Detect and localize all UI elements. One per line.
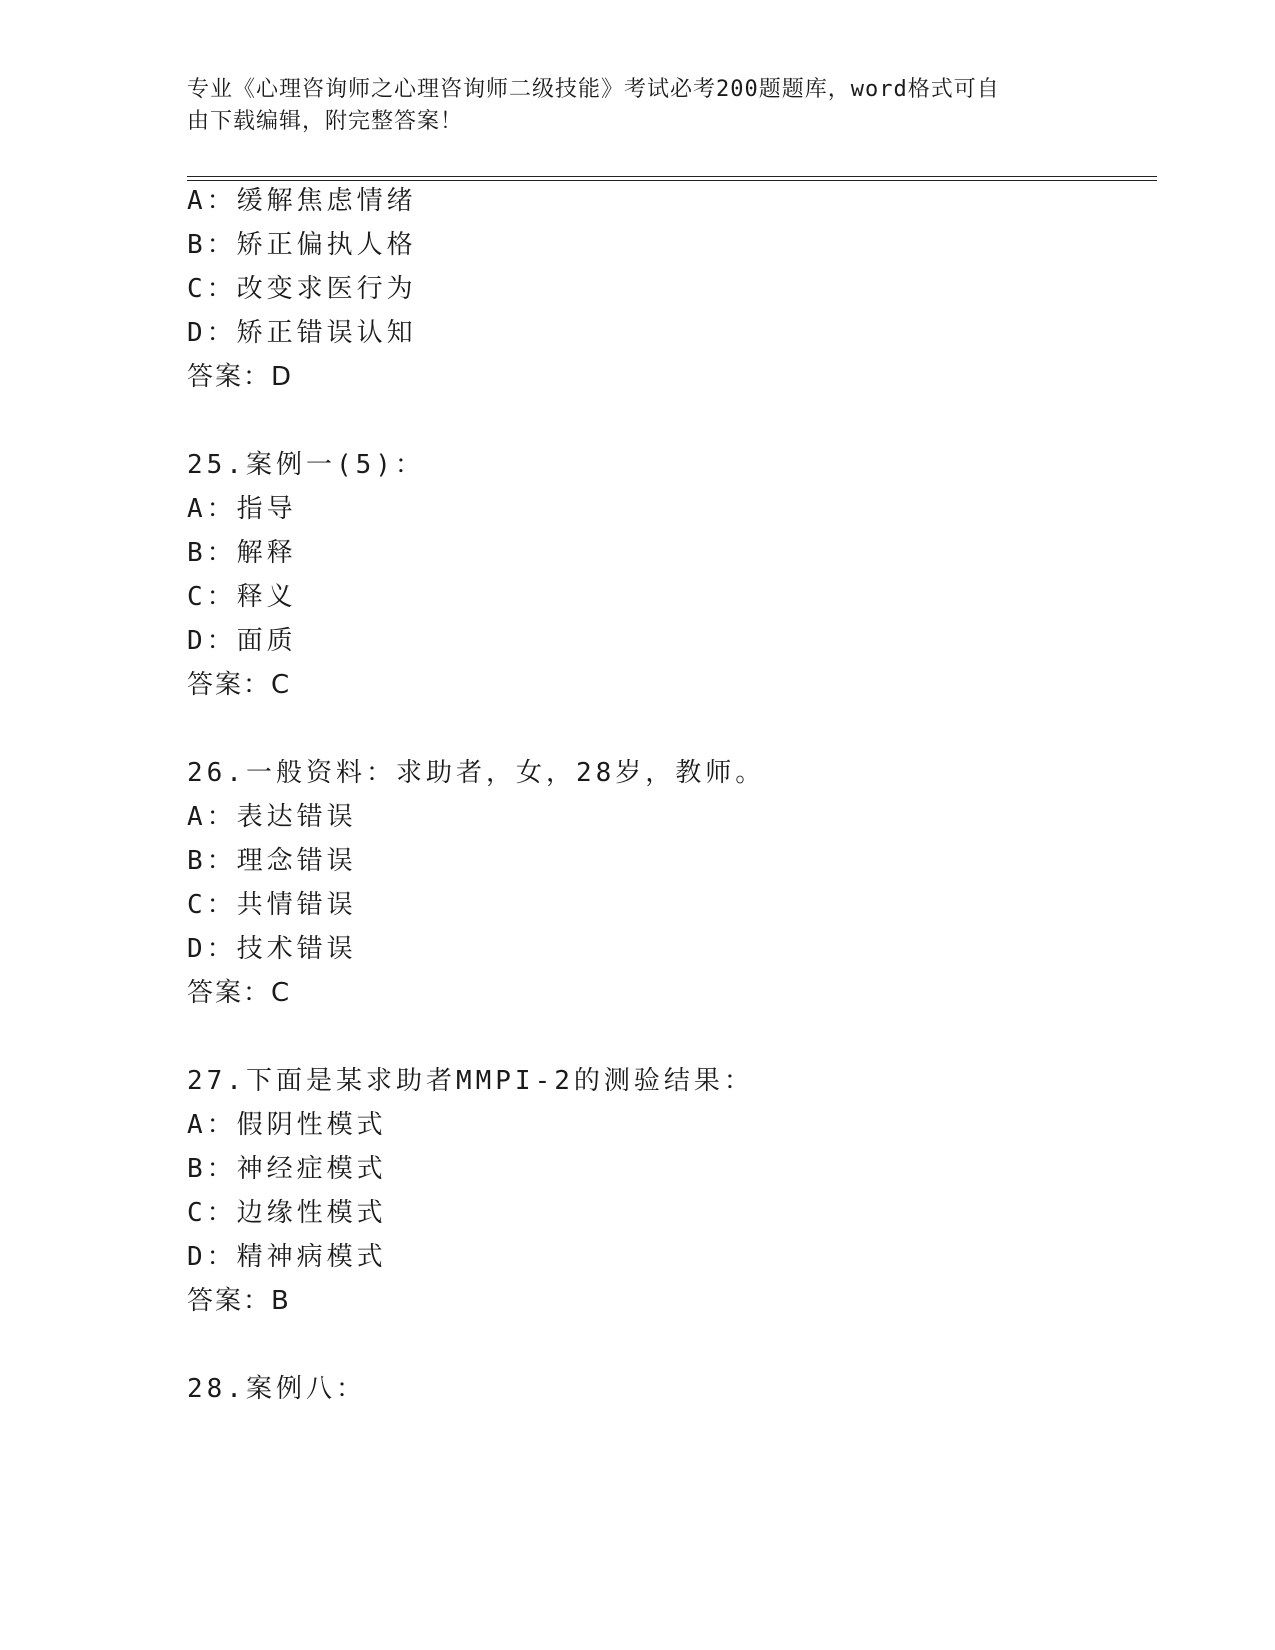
document-header [187,74,1067,138]
option-c: C：边缘性模式 [187,1198,387,1228]
answer-line: 答案：C [187,978,292,1008]
answer-line: 答案：B [187,1286,291,1316]
option-c: C：释义 [187,582,297,612]
option-d: D：面质 [187,626,297,656]
question-stem: 27.下面是某求助者MMPI-2的测验结果： [187,1066,754,1096]
option-b: B：矫正偏执人格 [187,230,417,260]
option-a: A：表达错误 [187,802,357,832]
header-line-2: 由下载编辑，附完整答案！ [187,109,464,134]
option-d: D：精神病模式 [187,1242,387,1272]
answer-line: 答案：C [187,670,292,700]
header-divider [187,176,1157,181]
option-a: A：假阴性模式 [187,1110,387,1140]
answer-line: 答案：D [187,362,294,392]
question-stem: 28.案例八： [187,1374,366,1404]
header-line-1: 专业《心理咨询师之心理咨询师二级技能》考试必考200题题库，word格式可自 [187,77,1000,102]
option-d: D：矫正错误认知 [187,318,417,348]
option-b: B：解释 [187,538,297,568]
option-a: A：指导 [187,494,297,524]
option-a: A：缓解焦虑情绪 [187,186,417,216]
option-d: D：技术错误 [187,934,357,964]
option-b: B：神经症模式 [187,1154,387,1184]
question-stem: 25.案例一(5)： [187,450,425,480]
question-stem: 26.一般资料：求助者，女，28岁，教师。 [187,758,766,788]
option-c: C：改变求医行为 [187,274,417,304]
option-c: C：共情错误 [187,890,357,920]
option-b: B：理念错误 [187,846,357,876]
